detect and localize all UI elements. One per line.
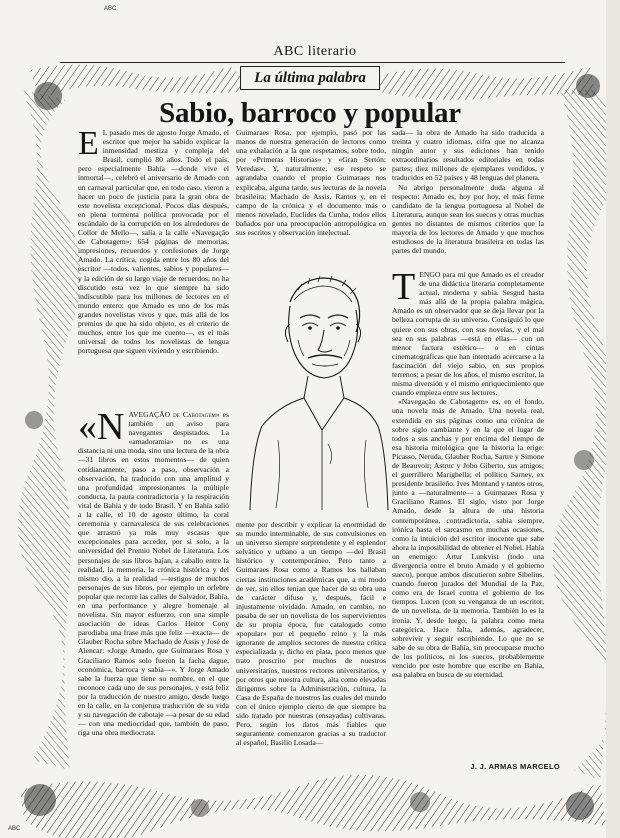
article-column-3-top [392, 128, 544, 262]
article-paragraph: Guimaraes Rosa, por ejemplo, pasó por las manos de nuestra generación de lectores como una exhalación a la que respetamos, sobre todo, por «Primeras Historias» y «Gran Sertón: Veredas». Y, naturalmente, ese respeto se agrandaba cuando el propio Guimaraes nos explicaba, alguna tarde, sus lecturas de la novela brasileira; Machado de Assis, Ramos y, en el campo de la crónica y el documento más o menos novelado, Euclides da Cunha, todos ellos bañados por una preocupación antropológica en sus escritos y observación intelectual. [236, 128, 386, 238]
quote-open: « [78, 410, 97, 448]
article-column-3-bottom [392, 270, 544, 736]
dropcap-e: E [78, 128, 99, 162]
dropcap-t: T [392, 270, 416, 308]
dropcap-n [78, 410, 125, 448]
article-title: Sabio, barroco y popular [159, 97, 461, 129]
article-column-1-bottom [78, 410, 229, 782]
article-paragraph: para mí que Amado es el creador de una didáctica literaria completamente actual, moderna y sabia. Sesgud hasta más allá de la propia palabra mágica, Amado es un observador que se deja llevar por la belleza corrupta de su universo. Consiguió lo que quiere con sus obras, con sus novelas, y el mal sea en sus palabras —está en ellas— con un menor factura estético— o en cintas cinematográficas que han intentado acercarse a la fascinación del viejo sabio, en sus propios terrenos; a pesar de los años, el mismo escritor, la misma diversión y el mismo enriquecimiento que cuando empieza entre sus lectores. [392, 270, 544, 398]
article-paragraph: L pasado mes de agosto Jorge Amado, el escritor que mejor ha sabido explicar la inmensidad mestiza y compleja del Brasil, cumplió 80 años. Todo el país, pero especialmente Bahía —donde vive el inmortal—, celebró el aniversario de Amado con un carnaval particular que, en todo caso, vieron a hacer un poco de justicia para la gran obra de este novelista excepcional. Pocos días después, en plena tormenta política provocada por el escándalo de la corrupción en los alrededores de Collor de Mello—, salía a la calle «Navegaçâo de Cabotagem»: 654 páginas de memorias, impresiones, recuerdos y confesiones de Jorge Amado. La crítica, cogida entre los 80 años del escritor —todos, valientes, sabios y populares— y la edición de su largo viaje de recuerdos, no ha discutido esta vez lo que siempre ha sido indiscutible para los millones de lectores en el mundo entero: que Amado es uno de los más grandes novelistas vivos y que, más allá de los premios de que ha sido objeto, es el criterio de muchos, entre los que me cuento—, es el más universal de todos los novelistas de lengua portuguesa que siguen viviendo y escribiendo. [78, 128, 229, 356]
author-portrait-sketch [238, 240, 390, 520]
article-column-2-top [236, 128, 386, 238]
article-paragraph: «Navegaçâo de Cabotagem» es, en el fondo, una novela más de Amado. Una novela real, extendida en sus páginas como una crónica de sobre siglo cambiante y en la que el lugar de todos a sus anchas y por encima del tiempo de esa historia mitológica que la historia la erige: Picasso, Neruda, Glauber Rocha, Sartre y Simone de Beauvoir; Astruc y Jobo Giberto, sus amigos; el guerrillero Marighella; el político Sarney, ex presidente brasileño. Ives Montand y tantos otros, junto a —naturalmente— a Guimaraes Rosa y Graciliano Ramos. El siglo, visto por Jorge Amado, desde la altura de una historia contemporánea, contradictoria, sabia siempre, irónica hasta el sarcasmo en muchas ocasiones, como la intuición del escritor inocente que sabe ahora la imposibilidad de obtener el Nobel. Había un enemigo: Artur Lunkvist (todo una divergencia entre el bruto Amado y el gobierno sueco), porque ambos discutieron sobre Sibelius, cuando fueron jurados del Mundial de la Paz, como era de Israel contra el gobierno de los tiempos. Lucen (con su venganza de un escritor, de un novelista, de la memoria. También lo es la ironía. Y, desde luego, la palabra como meta categórica. Hace falta, además, agradecer, sobrevivir y seguir escribiendo. Lo que no se sabe de su obra de Bahía, sin preocuparse mucho de los políticos, ni los suecos, probablemente vencido por este hombre que escribe en Bahía, esa palabra en busca de su eternidad. [392, 397, 544, 680]
article-paragraph: mente por describir y explicar la enormidad de su mundo interminable, de sus convulsiones en un universo siempre sorprendente y el esplendor selvático y urbano a un tiempo —del Brasil histórico y contemporáneo. Pero tanto a Guimaraes Rosa como a Ramos los hallaban ciertas instituciones académicas que, a mi modo de ver, sin ellos tenían que hacer de su obra una de carácter difuso y, después, fácil e injustamente olvidado. Amado, en cambio, no pasaba de ser un novelista de los supervivientes de su propia época, fue catalogado como «popular» por el pequeño reino y la más ignorante de amplios sectores de nuestra crítica especializada y, dicho en plata, poco menos que trato proscrito por muchos de nuestros universitarios, nuestros rectores universitarios, y por otros que nuestra cultura, alta como elevadas dirigentes sobre la Administración, cultura, la Casa de España de nuestros las cuales del mundo con el único ejemplo cierto de que siempre ha sido tratado por nuestras (ensayadas) cultivaras. Pero, según los datos más fiables que seguramente comenzaron gracias a su traductor al español, Basilio Losada— [236, 520, 386, 748]
article-column-1-top [78, 128, 229, 408]
article-paragraph: sada— la obra de Amado ha sido traducida a treinta y cuatro idiomas, cifra que no alcanza ningún autor y sus ediciones han tenido extraordinarios resultados editoriales en todas partes; diez millones de ejemplares vendidos, y traducidos en 52 países y 48 lenguas del planeta. [392, 128, 544, 183]
article-paragraph: es también un aviso para navegantes despistados. La «amadoramia» no es una distancia ni una moda, sino una lectura de la obra —31 libros en estos momentos— de quien cotidianamente, paso a paso, observación a observación, ha traducido con una amplitud y una profundidad impresionantes la múltiple conducta, la pauta contradictoria y la respiración vital de Bahía y de todo Brasil. Y en Bahía salió a la calle, el 10 de agosto último, la coral ceremonia y carnavalesca de sus celebraciones que arrastró ya más muy escasas que excepcionales para acceder, por si solo, a la universidad del Premio Nobel de Literatura. Los personajes de sus libros bajan, a caballo entre la realidad, la memoria, la crónica histórica y del mismo dio, a la realidad —testigos de muchos personajes de sus libros, por ejemplo un orfebre popular que recorre las calles de Salvador, Bahía, en una performance y alegre homenaje al novelista. Sin mayor esfuerzo, con una simple asociación de ideas Carlos Heitor Cony parodiaba una frase más que feliz —exacta— de Glauber Rocha sobre Machado de Assis y José de Alencar: «Jorge Amado, que Guimaraes Rosa y Graciliano Ramos solo fueron la facha dague, económica, barroca y sabia—». Y Jorge Amado sabe la fuerza que tiene su nombre, en el que reconoce cada uno de sus personajes, y está feliz por la traducción de nuestro amigo, desde luego en la calle, en la conjetura traducción de su vida y su navegación de cabotaje —a pesar de su edad— con una mediocridad que, también de paso, riga una obra mediocrata. [78, 410, 229, 738]
header-rule [60, 62, 565, 63]
paragraph-lead: ENGO [419, 270, 441, 279]
section-label: ABC literario [273, 44, 357, 59]
article-byline: J. J. ARMAS MARCELO [470, 762, 560, 771]
dropcap-n-letter: N [97, 410, 125, 448]
page-mark-bottom: ABC [8, 826, 21, 832]
column-rubric: La última palabra [240, 66, 380, 90]
article-column-2-bottom [236, 520, 386, 820]
page-mark-top: ABC [104, 6, 117, 12]
article-paragraph: No abrigo personalmente duda alguna al respecto: Amado es, hoy por hoy, el más firme candidato de la lengua portuguesa al Nobel de Literatura, aunque sean los suecos y otras muchas gentes no distantes de mismos criterios que la mayoría de los lectores de Amado y que muchos estudiosos de la literatura brasileira en todas las partes del mundo. [392, 182, 544, 256]
paragraph-lead: AVEGAÇÃO de Cabotagem» [128, 410, 220, 419]
